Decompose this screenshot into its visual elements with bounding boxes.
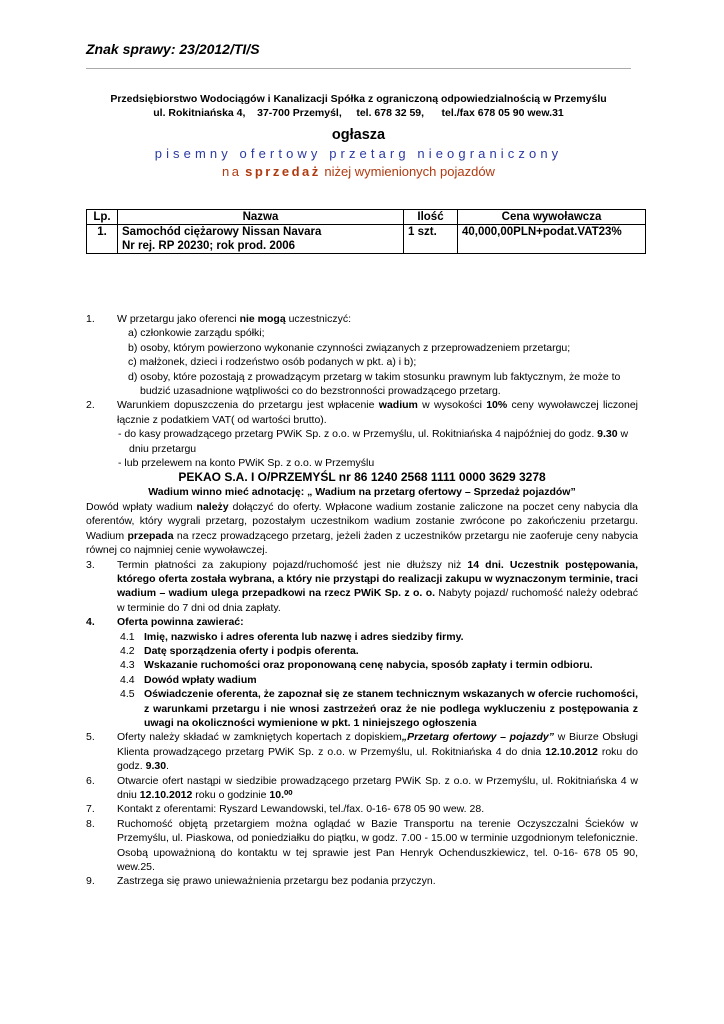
term-5-text	[86, 730, 638, 773]
term-2-cash-a: - do kasy prowadzącego przetarg PWiK Sp. z o.o. w Przemyślu, ul. Rokitniańska 4 najpóźniej do godz.	[118, 428, 598, 441]
term-9-number: 9.	[86, 875, 95, 888]
row-quantity: 1 szt.	[404, 225, 458, 254]
term-2-transfer: - lub przelewem na konto PWiK Sp. z o.o. w Przemyślu	[118, 457, 375, 470]
term-3-t3: Nabyty pojazd/ ruchomość należy odebrać w terminie do 7 dni od dnia zapłaty.	[117, 587, 638, 614]
col-lp-header: Lp.	[87, 210, 118, 225]
term-2-t5: ceny wywoławczej liczonej łącznie z podatkiem VAT( od wartości brutto).	[117, 399, 638, 426]
term-6-number: 6.	[86, 774, 95, 787]
term-1	[86, 312, 638, 398]
vehicles-table	[86, 209, 646, 254]
term-2-intro	[86, 398, 638, 427]
term-2-t2: wadium	[378, 399, 418, 412]
term-2-number: 2.	[86, 399, 95, 412]
term-4-1-num: 4.1	[120, 630, 135, 643]
term-9-text: Zastrzega się prawo unieważnienia przetargu bez podania przyczyn.	[117, 875, 436, 888]
row-name-line1: Samochód ciężarowy Nissan Navara	[122, 226, 322, 238]
term-4-2-text: Datę sporządzenia oferty i podpis oferenta.	[144, 644, 359, 657]
term-4-number: 4.	[86, 616, 95, 629]
term-4-3-text: Wskazanie ruchomości oraz proponowaną cenę nabycia, sposób zapłaty i termin odbioru.	[144, 659, 593, 672]
term-9	[86, 874, 638, 888]
col-name-header: Nazwa	[118, 210, 404, 225]
term-1-c: c) małżonek, dzieci i rodzeństwo osób podanych w pkt. a) i b);	[128, 356, 417, 369]
term-4-2	[86, 644, 638, 658]
term-2-cash-c: w dniu przetargu	[129, 428, 629, 455]
term-5	[86, 730, 638, 773]
term-8-number: 8.	[86, 817, 95, 830]
proof-b: należy	[196, 500, 229, 513]
deposit-annotation: Wadium winno mieć adnotację: „ Wadium na przetarg ofertowy – Sprzedaż pojazdów”	[148, 486, 576, 499]
term-5-t4: 12.10.2012	[545, 745, 598, 758]
term-2-t3: w wysokości	[417, 399, 487, 412]
term-1-intro-b: nie mogą	[239, 313, 286, 325]
bank-account: PEKAO S.A. I O/PRZEMYŚL nr 86 1240 2568 1111 0000 3629 3278	[178, 470, 546, 485]
proof-c: dołączyć do oferty. Wpłacone wadium zostanie zaliczone na poczet ceny nabycia dla oferentów, który wygrali przetarg, pozostałym uczestnikom wadium zostanie zwrócone po zakończeniu przetargu. Wadium	[86, 500, 638, 542]
term-4-5-text: Oświadczenie oferenta, że zapoznał się ze stanem technicznym wskazanych w ofercie ruchomości, z warunkami przetargu i nie wnosi zastrzeżeń oraz że nie podlega wykluczeniu z postępowania z uwagi na okoliczności wymienione w pkt. 1 niniejszego ogłoszenia	[144, 688, 638, 729]
row-name-line2: Nr rej. RP 20230; rok prod. 2006	[122, 240, 296, 252]
col-price-header: Cena wywoławcza	[458, 210, 646, 225]
proof-d: przepada	[127, 529, 174, 542]
term-5-t2: „Przetarg ofertowy – pojazdy”	[401, 731, 555, 744]
term-5-t7: .	[166, 760, 169, 773]
case-number: Znak sprawy: 23/2012/TI/S	[86, 41, 260, 57]
term-1-intro-c: uczestniczyć:	[285, 313, 352, 325]
term-6-t4: 10.⁰⁰	[269, 789, 293, 801]
term-4-4	[86, 673, 638, 687]
term-5-t5: roku do godz.	[117, 745, 638, 773]
row-name	[118, 225, 404, 254]
term-3-t1: Termin płatności za zakupiony pojazd/ruchomość jest nie dłuższy niż	[117, 558, 468, 571]
term-6	[86, 774, 638, 803]
col-qty-header: Ilość	[404, 210, 458, 225]
sale-subject	[86, 164, 631, 179]
term-6-t1: Otwarcie ofert nastąpi w siedzibie prowadzącego przetarg PWiK Sp. z o.o. w Przemyślu, ul. Rokitniańska 4 w dniu	[117, 774, 638, 801]
table-row	[87, 225, 646, 254]
term-2-cash-b: 9.30	[597, 428, 618, 441]
term-4-5	[86, 687, 638, 730]
term-1-intro-a: W przetargu jako oferenci	[117, 313, 240, 325]
term-7-text: Kontakt z oferentami: Ryszard Lewandowski, tel./fax. 0-16- 678 05 90 wew. 28.	[117, 803, 485, 816]
term-1-number: 1.	[86, 313, 95, 325]
term-4-2-num: 4.2	[120, 644, 135, 657]
term-1-d	[86, 370, 638, 399]
proof-a: Dowód wpłaty wadium	[86, 500, 197, 513]
row-price: 40,000,00PLN+podat.VAT23%	[458, 225, 646, 254]
term-6-t3: roku o godzinie	[192, 789, 270, 801]
term-8	[86, 817, 638, 875]
term-5-number: 5.	[86, 731, 95, 744]
proof-e: na rzecz prowadzącego przetarg, jeżeli żaden z uczestników przetargu nie zaoferuje ceny nabycia równej co najmniej cenie wywoławczej.	[86, 529, 638, 557]
term-5-t1: Oferty należy składać w zamkniętych kopertach z dopiskiem	[117, 731, 402, 744]
term-2	[86, 398, 638, 557]
term-3-text	[86, 558, 638, 616]
term-4-1	[86, 630, 638, 644]
term-8-text: Ruchomość objętą przetargiem można oglądać w Bazie Transportu na terenie Oczyszczalni Ścieków w Przemyślu, ul. Piaskowa, od poniedziałku do piątku, w godz. 7.00 - 15.00 w terminie uzgodnionym telefonicznie. Osobą upoważnioną do kontaktu w tej sprawie jest Pan Henryk Ochenduszkiewicz, tel. 0-16- 678 05 90, wew.25.	[117, 817, 638, 874]
term-5-t6: 9.30	[145, 760, 167, 773]
term-1-intro	[86, 312, 638, 326]
term-3-t2: 14 dni. Uczestnik postępowania, którego oferta została wybrana, a który nie przystąpi do realizacji zakupu w wyznaczonym terminie, traci wadium – wadium ulega przepadkowi na rzecz PWiK Sp. z o. o.	[117, 558, 638, 600]
term-6-t2: 12.10.2012	[139, 789, 193, 801]
term-4-1-text: Imię, nazwisko i adres oferenta lub nazwę i adres siedziby firmy.	[144, 630, 464, 643]
company-address: ul. Rokitniańska 4, 37-700 Przemyśl, tel. 678 32 59, tel./fax 678 05 90 wew.31	[153, 107, 564, 119]
table-header-row	[87, 210, 646, 225]
company-name: Przedsiębiorstwo Wodociągów i Kanalizacji Spółka z ograniczoną odpowiedzialnością w Przemyślu	[110, 93, 607, 105]
term-2-t4: 10%	[486, 399, 508, 412]
term-6-text	[86, 774, 638, 803]
term-2-t1: Warunkiem dopuszczenia do przetargu jest wpłacenie	[117, 399, 379, 412]
sale-suffix: niżej wymienionych pojazdów	[324, 164, 495, 179]
term-4-title: Oferta powinna zawierać:	[117, 616, 244, 629]
term-1-a: a) członkowie zarządu spółki;	[128, 327, 265, 340]
term-7-number: 7.	[86, 803, 95, 816]
term-1-b: b) osoby, którym powierzono wykonanie czynności związanych z przeprowadzeniem przetargu;	[128, 341, 571, 354]
terms-body	[86, 312, 638, 889]
term-4-4-num: 4.4	[120, 673, 135, 686]
term-2-cash	[86, 427, 638, 456]
term-5-t3: w Biurze Obsługi Klienta prowadzącego przetarg PWiK Sp. z o.o. w Przemyślu, ul. Rokitniańska 4 do dnia	[117, 731, 638, 758]
header-divider	[86, 68, 631, 69]
term-3-number: 3.	[86, 558, 95, 571]
announces-heading: ogłasza	[331, 127, 386, 143]
row-lp: 1.	[87, 225, 118, 254]
deposit-proof	[86, 500, 638, 558]
term-4-4-text: Dowód wpłaty wadium	[144, 673, 257, 686]
term-7	[86, 802, 638, 816]
term-4-5-num: 4.5	[120, 688, 135, 701]
term-4-3-num: 4.3	[120, 659, 135, 672]
term-4	[86, 615, 638, 730]
sale-prefix: na	[222, 164, 242, 179]
term-4-3	[86, 658, 638, 672]
term-1-d-text: d) osoby, które pozostają z prowadzącym przetarg w takim stosunku prawnym lub faktycznym, że może to budzić uzasadnione wątpliwości co do bezstronności prowadzącego przetarg.	[128, 370, 621, 398]
term-3	[86, 558, 638, 616]
sale-word: sprzedaż	[245, 164, 321, 179]
tender-type: pisemny ofertowy przetarg nieograniczony	[154, 146, 563, 161]
